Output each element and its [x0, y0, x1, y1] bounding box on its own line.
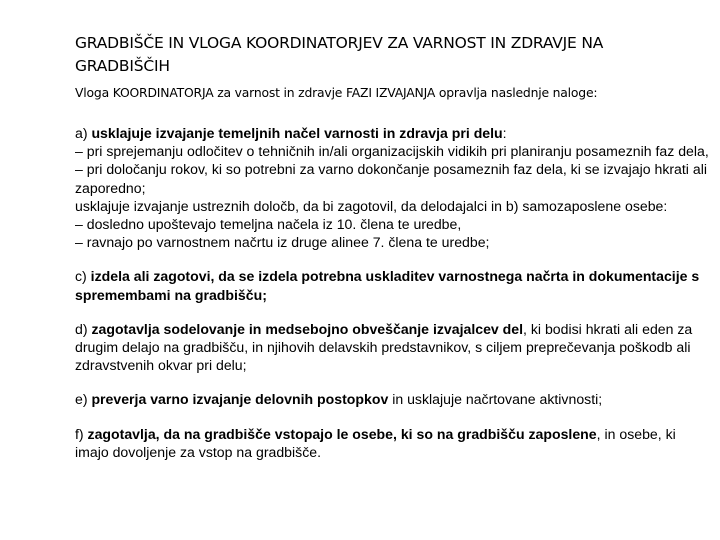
item-f-prefix: f) — [75, 425, 88, 442]
item-e-prefix: e) — [75, 391, 92, 408]
item-a-heading: usklajuje izvajanje temeljnih načel varnosti in zdravja pri delu — [91, 125, 503, 141]
item-f-text: , in osebe, ki imajo dovoljenje za vstop na gradbišče. — [75, 425, 676, 460]
item-e-heading: preverja varno izvajanje delovnih postopkov — [91, 391, 389, 408]
item-d-prefix: d) — [75, 320, 92, 337]
item-c-text: izdela ali zagotovi, da se izdela potrebna uskladitev varnostnega načrta in dokumentacije s spremembami na gradbišču; — [75, 268, 700, 303]
content-body — [75, 124, 710, 461]
item-a-line: – pri določanju rokov, ki so potrebni za varno dokončanje posameznih faz dela, ki se izvajajo hkrati ali zaporedno; — [75, 161, 707, 196]
page-title: GRADBIŠČE IN VLOGA KOORDINATORJEV ZA VARNOST IN ZDRAVJE NA GRADBIŠČIH — [75, 34, 604, 75]
page-subtitle: Vloga KOORDINATORJA za varnost in zdravje FAZI IZVAJANJA opravlja naslednje naloge: — [75, 85, 598, 100]
item-c — [75, 267, 710, 303]
item-a-colon: : — [502, 125, 507, 141]
item-a — [75, 124, 710, 251]
item-d-text: , ki bodisi hkrati ali eden za drugim delajo na gradbišču, in njihovih delavskih predstavnikov, s ciljem preprečevanja poškodb ali zdravstvenih okvar pri delu; — [75, 320, 693, 374]
item-d-heading: zagotavlja sodelovanje in medsebojno obveščanje izvajalcev del — [91, 320, 524, 337]
item-f-heading: zagotavlja, da na gradbišče vstopajo le osebe, ki so na gradbišču zaposlene — [87, 425, 597, 442]
item-a-prefix: a) — [75, 125, 92, 141]
item-a-line: usklajuje izvajanje ustreznih določb, da bi zagotovil, da delodajalci in b) samozaposlene osebe: — [75, 197, 668, 214]
item-a-line: – pri sprejemanju odločitev o tehničnih in/ali organizacijskih vidikih pri planiranju posameznih faz dela, — [75, 143, 709, 160]
item-c-prefix: c) — [75, 268, 91, 285]
item-e — [75, 390, 710, 408]
item-e-text: in usklajuje načrtovane aktivnosti; — [388, 391, 603, 408]
item-a-line: – dosledno upoštevajo temeljna načela iz 10. člena te uredbe, — [75, 216, 462, 233]
item-d — [75, 320, 710, 375]
item-f — [75, 425, 710, 461]
item-a-line: – ravnajo po varnostnem načrtu iz druge alinee 7. člena te uredbe; — [75, 234, 490, 251]
